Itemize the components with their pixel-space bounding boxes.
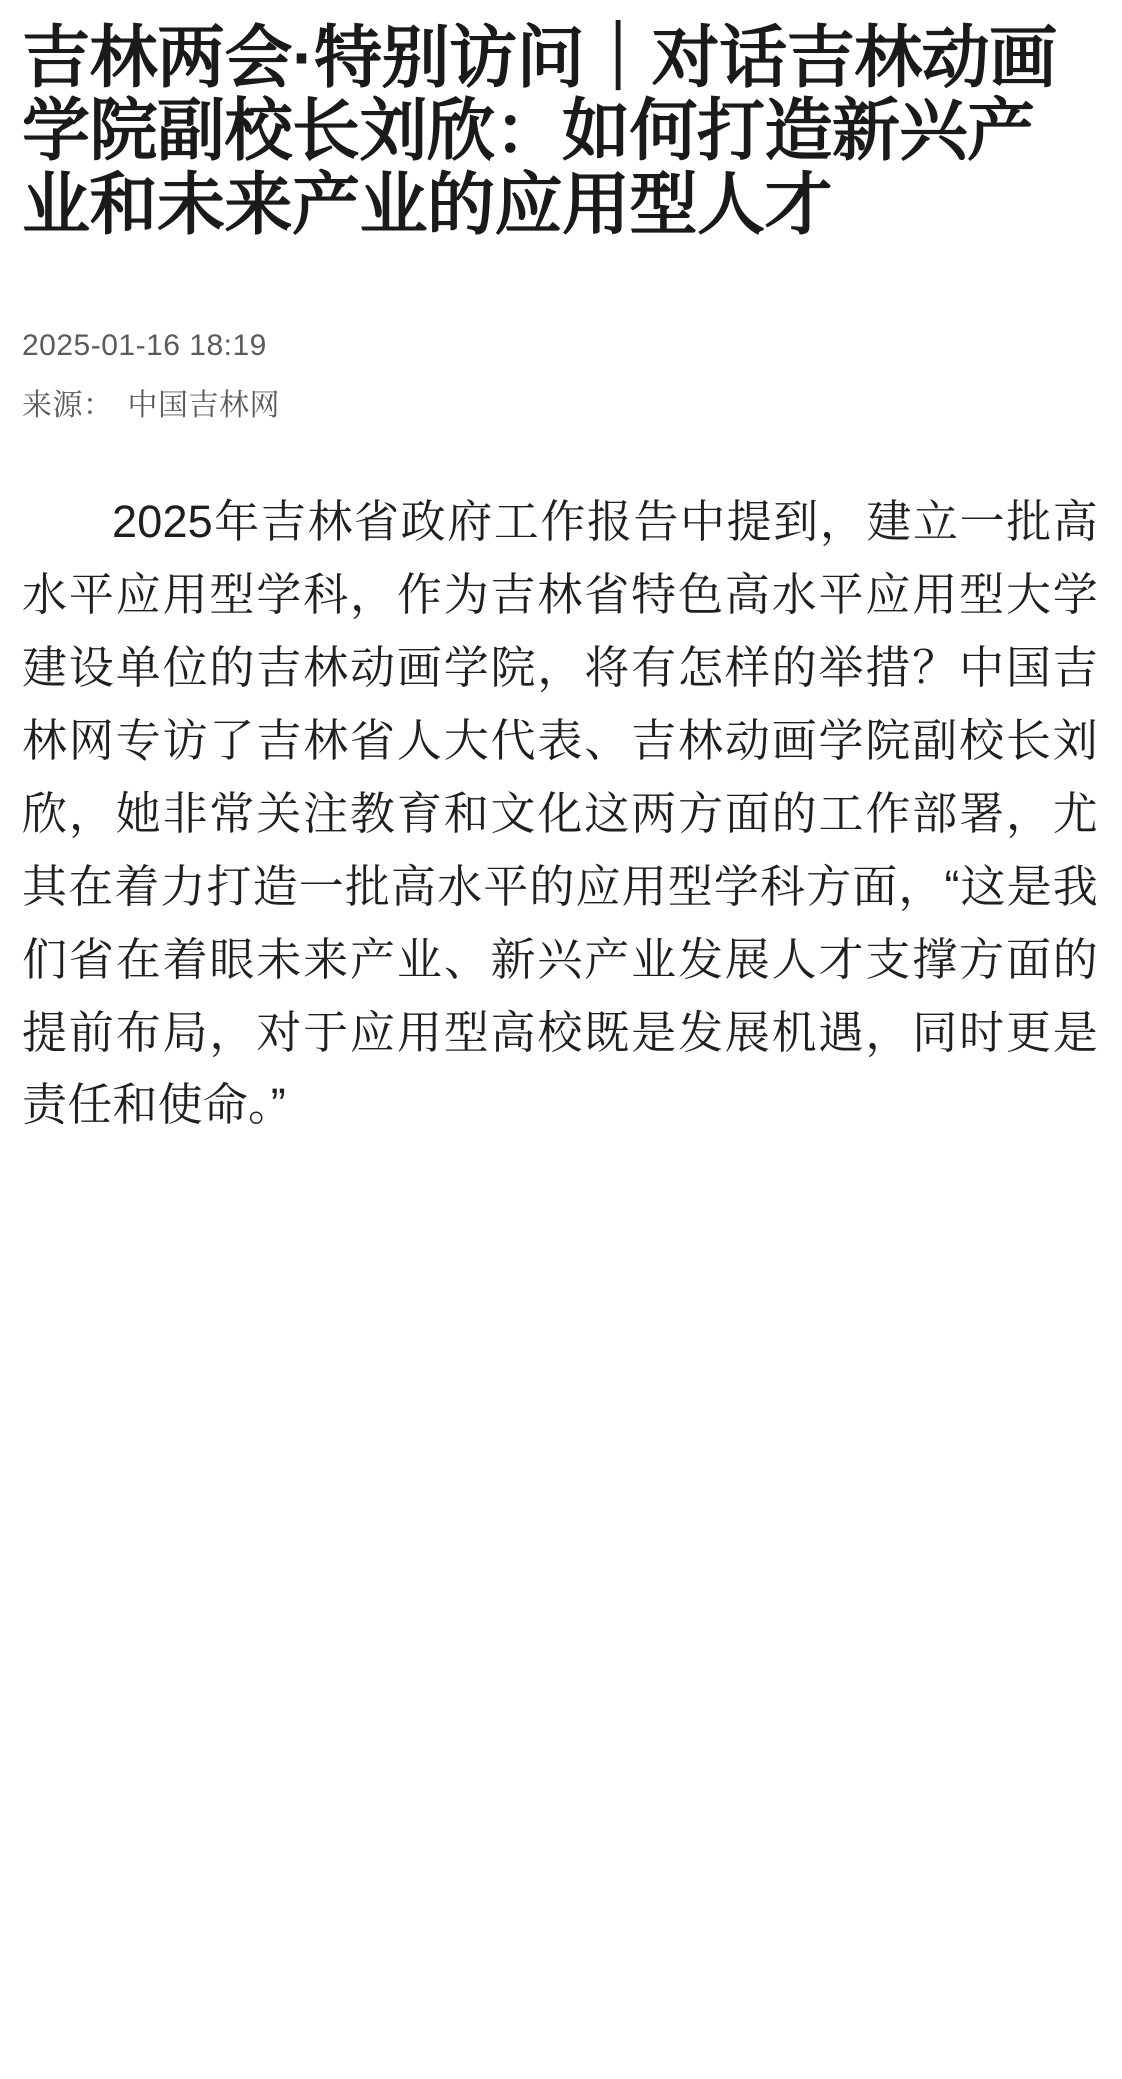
article-paragraph: 2025年吉林省政府工作报告中提到，建立一批高水平应用型学科，作为吉林省特色高水平应用型大学建设单位的吉林动画学院，将有怎样的举措？中国吉林网专访了吉林省人大代表、吉林动画学院副校长刘欣，她非常关注教育和文化这两方面的工作部署，尤其在着力打造一批高水平的应用型学科方面，“这是我们省在着眼未来产业、新兴产业发展人才支撑方面的提前布局，对于应用型高校既是发展机遇，同时更是责任和使命。” bbox=[22, 496, 1098, 1131]
publish-timestamp: 2025-01-16 18:19 bbox=[22, 329, 267, 363]
source-name: 中国吉林网 bbox=[127, 389, 280, 423]
article-meta bbox=[22, 328, 1098, 424]
article-source bbox=[22, 388, 1098, 424]
page-title: 吉林两会·特别访问｜对话吉林动画学院副校长刘欣：如何打造新兴产业和未来产业的应用型人才 bbox=[22, 20, 1057, 243]
article-body bbox=[22, 486, 1098, 1142]
source-label: 来源： bbox=[22, 389, 114, 423]
